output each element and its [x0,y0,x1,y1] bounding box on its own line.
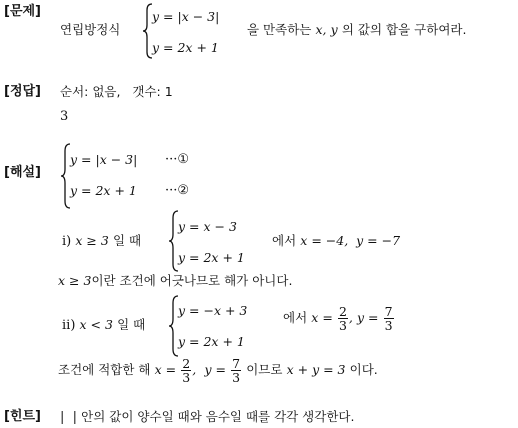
case1-note-math: x ≥ 3 [58,273,92,288]
fraction-numerator: 2 [338,304,347,319]
fraction-numerator: 2 [182,356,191,371]
case2-when: 일 때 [117,317,146,332]
problem-tail-a: 을 만족하는 [247,22,312,37]
case1-eq2: y = 2x + 1 [178,250,245,265]
fraction-denominator: 3 [232,370,241,385]
answer-label: [정답] [4,84,41,99]
case2-y-label: y = [357,310,379,325]
hint-text: 안의 값이 양수일 때와 음수일 때를 각각 생각한다. [81,409,355,424]
conclusion: 조건에 적합한 해 x = $\frac{2}{3}$ , y = $\frac{7}{3}$ 이므로 x + y = 3 이다. [58,356,378,385]
fraction-denominator: 3 [338,318,347,333]
solution-sys-tag1: ···① [165,152,190,167]
hint-bars: | | [60,410,78,425]
case1-eq1: y = x − 3 [178,219,237,234]
case2-result-pre: 에서 [283,310,308,325]
problem-tail-b: 의 값의 합을 구하여라. [341,22,467,37]
problem-label: [문제] [4,4,41,19]
problem-var-x: x, [315,22,327,37]
conclusion-sum: x + y = 3 [286,362,346,377]
solution-sys-tag2: ···② [165,183,190,198]
case2-eq2: y = 2x + 1 [178,334,245,349]
case2-result: 에서 x = $\frac{2}{3}$ , y = $\frac{7}{3}$ [283,304,393,333]
conclusion-x-label: x = [154,362,177,377]
case1-cond: x ≥ 3 [75,233,109,248]
case1-when: 일 때 [112,233,142,248]
case2-prefix: ⅱ) [62,318,76,333]
fraction-numerator: 7 [384,304,393,319]
conclusion-y-label: y = [204,362,226,377]
answer-line1: 순서: 없음, 갯수: 1 [60,84,173,99]
case1-note-text: 이란 조건에 어긋나므로 해가 아니다. [91,273,293,288]
hint-label: [힌트] [4,409,41,424]
conclusion-c: 이다. [349,362,378,377]
case1-result [272,233,400,250]
case2-cond: x < 3 [79,317,113,332]
case2-x-label: x = [311,310,333,325]
conclusion-a: 조건에 적합한 해 [58,362,151,377]
fraction [231,357,241,384]
answer-line2: 3 [60,109,69,124]
fraction-numerator: 7 [232,356,241,371]
case1-line [62,233,141,250]
solution-label: [해설] [4,165,41,180]
problem-var-y: y [330,22,338,37]
case1-note [58,273,292,290]
problem-tail [247,22,466,39]
case2-eq1: y = −x + 3 [178,303,248,318]
fraction-denominator: 3 [384,318,393,333]
case1-prefix: ⅰ) [62,234,72,249]
fraction [338,305,348,332]
case2-line [62,317,145,334]
solution-sys-eq2: y = 2x + 1 [70,183,137,198]
fraction [181,357,191,384]
problem-intro: 연립방정식 [60,22,121,37]
solution-sys-eq1: y = |x − 3| [70,152,138,167]
hint-line [60,409,354,426]
problem-eq1: y = |x − 3| [152,9,220,24]
problem-eq2: y = 2x + 1 [152,40,219,55]
case1-result-pre: 에서 [272,233,297,248]
case1-result-value: x = −4, y = −7 [300,233,401,248]
conclusion-b: 이므로 [246,362,283,377]
fraction-denominator: 3 [182,370,191,385]
fraction [384,305,394,332]
